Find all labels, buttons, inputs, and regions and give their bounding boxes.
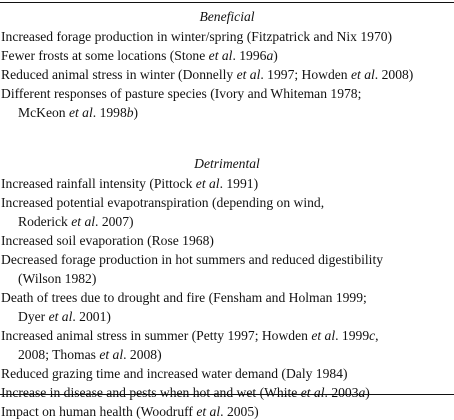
table-row: Death of trees due to drought and fire (Fensham and Holman 1999; xyxy=(1,290,367,305)
table-row: Dyer et al. 2001) xyxy=(18,309,111,324)
table-row: Increased animal stress in summer (Petty 1997; Howden et al. 1999c, xyxy=(1,328,379,343)
table-row: Impact on human health (Woodruff et al. 2005) xyxy=(1,404,259,419)
table-row: Different responses of pasture species (Ivory and Whiteman 1978; xyxy=(1,86,362,101)
table-row: 2008; Thomas et al. 2008) xyxy=(18,347,162,362)
table-row: Reduced animal stress in winter (Donnelly et al. 1997; Howden et al. 2008) xyxy=(1,67,414,82)
bottom-rule xyxy=(0,394,454,395)
table-row: Reduced grazing time and increased water demand (Daly 1984) xyxy=(1,366,348,381)
top-rule xyxy=(0,2,454,3)
table-row: Increased potential evapotranspiration (depending on wind, xyxy=(1,195,325,210)
section-heading: Beneficial xyxy=(199,9,255,24)
table-row: Fewer frosts at some locations (Stone et al. 1996a) xyxy=(1,48,278,63)
table-row: McKeon et al. 1998b) xyxy=(18,105,139,120)
table-row: Decreased forage production in hot summers and reduced digestibility xyxy=(1,252,384,267)
table-row: (Wilson 1982) xyxy=(18,271,97,286)
table-row: Increased forage production in winter/spring (Fitzpatrick and Nix 1970) xyxy=(1,29,393,44)
table-row: Increase in disease and pests when hot and wet (White et al. 2003a) xyxy=(1,385,370,400)
table-row: Increased rainfall intensity (Pittock et al. 1991) xyxy=(1,176,259,191)
table-row: Increased soil evaporation (Rose 1968) xyxy=(1,233,214,248)
table-row: Roderick et al. 2007) xyxy=(18,214,134,229)
section-heading: Detrimental xyxy=(194,156,260,171)
